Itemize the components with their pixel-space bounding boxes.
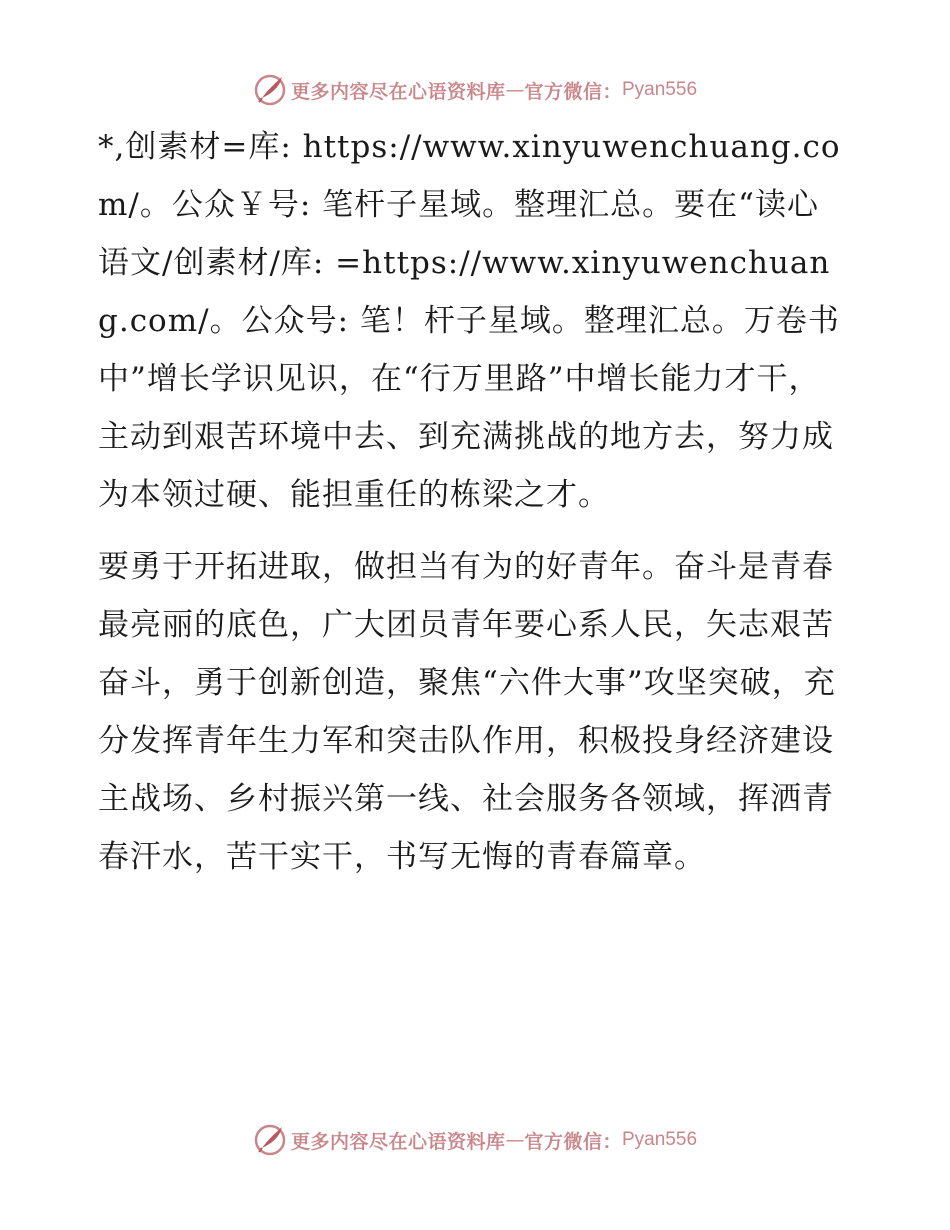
paragraph-2: 要勇于开拓进取，做担当有为的好青年。奋斗是青春最亮丽的底色，广大团员青年要心系人民，矢志艰苦奋斗，勇于创新创造，聚焦“六件大事”攻坚突破，充分发挥青年生力军和突击队作用，积极投身经济建设主战场、乡村振兴第一线、社会服务各领域，挥洒青春汗水，苦干实干，书写无悔的青春篇章。 — [98, 549, 836, 875]
banner-separator: — — [505, 79, 525, 101]
banner-official-label: 官方微信： — [524, 80, 622, 103]
document-body — [98, 118, 850, 886]
footer-watermark-banner — [0, 1120, 950, 1160]
banner-separator: — — [505, 1129, 525, 1151]
banner-slogan: 更多内容尽在心语资料库 — [290, 80, 506, 103]
banner-wechat-id: Pyan556 — [622, 1129, 698, 1150]
banner-official-label: 官方微信： — [524, 1130, 622, 1153]
quill-logo-icon — [253, 1123, 287, 1157]
quill-logo-icon — [253, 73, 287, 107]
header-watermark-banner — [0, 70, 950, 110]
paragraph-1: *,创素材=库: https://www.xinyuwenchuang.com/。公众￥号: 笔杆子星域。整理汇总。要在“读心语文/创素材/库: =https://www.xinyuwenchuang.com/。公众号: 笔！杆子星域。整理汇总。万卷书中”增长学识见识，在“行万里路”中增长能力才干，主动到艰苦环境中去、到充满挑战的地方去，努力成为本领过硬、能担重任的栋梁之才。 — [98, 129, 841, 513]
banner-wechat-id: Pyan556 — [622, 79, 698, 100]
banner-slogan: 更多内容尽在心语资料库 — [290, 1130, 506, 1153]
